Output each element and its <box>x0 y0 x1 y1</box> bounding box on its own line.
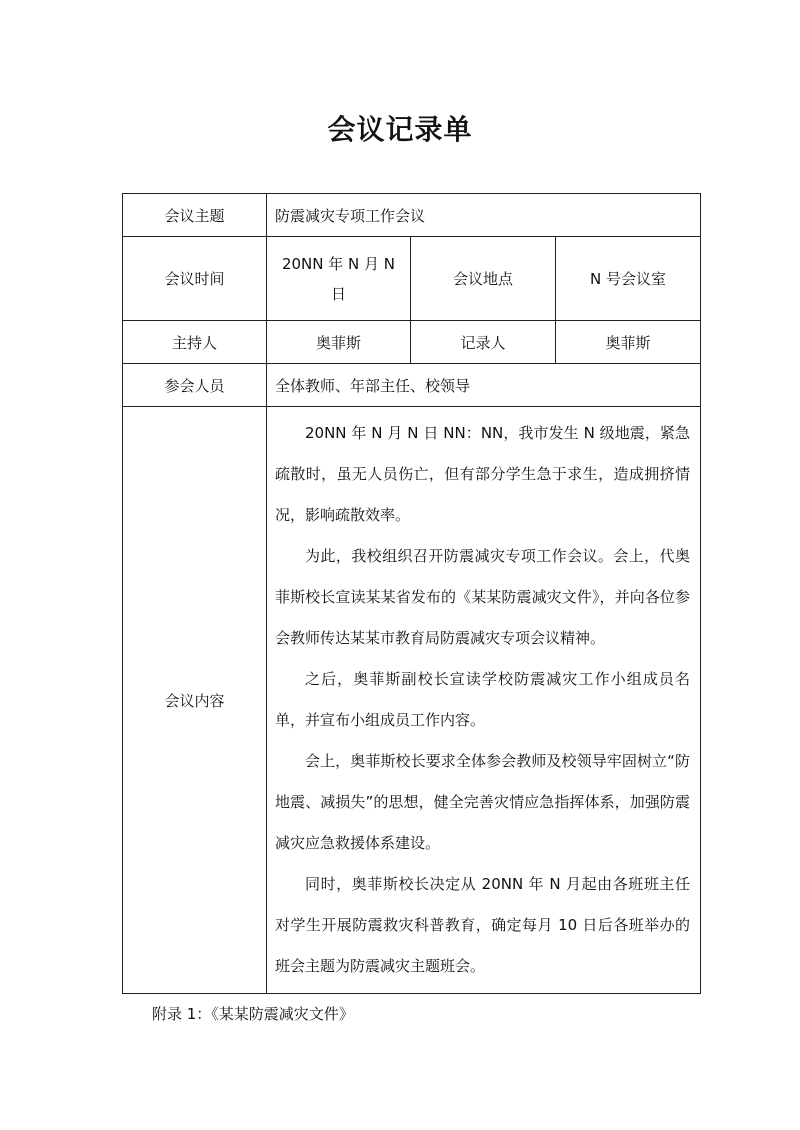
topic-value: 防震减灾专项工作会议 <box>267 194 701 237</box>
attendees-value: 全体教师、年部主任、校领导 <box>267 364 701 407</box>
attendees-label: 参会人员 <box>123 364 267 407</box>
page-title: 会议记录单 <box>327 113 473 146</box>
host-value: 奥菲斯 <box>267 321 411 364</box>
location-value: N 号会议室 <box>556 237 701 321</box>
content-paragraph: 20NN 年 N 月 N 日 NN：NN，我市发生 N 级地震，紧急疏散时，虽无人员伤亡，但有部分学生急于求生，造成拥挤情况，影响疏散效率。 <box>275 424 691 524</box>
topic-row <box>123 194 701 237</box>
time-location-row <box>123 237 701 321</box>
recorder-label: 记录人 <box>411 321 556 364</box>
recorder-value: 奥菲斯 <box>556 321 701 364</box>
time-value <box>267 237 411 321</box>
appendix-note: 附录 1：《某某防震减灾文件》 <box>152 1005 354 1023</box>
host-recorder-row <box>123 321 701 364</box>
topic-label: 会议主题 <box>123 194 267 237</box>
content-label: 会议内容 <box>123 407 267 994</box>
content-paragraph: 会上，奥菲斯校长要求全体参会教师及校领导牢固树立“防地震、减损失”的思想，健全完善灾情应急指挥体系，加强防震减灾应急救援体系建设。 <box>275 752 691 852</box>
time-value-line2: 日 <box>330 284 346 303</box>
content-paragraph: 之后，奥菲斯副校长宣读学校防震减灾工作小组成员名单，并宣布小组成员工作内容。 <box>275 670 691 729</box>
host-label: 主持人 <box>123 321 267 364</box>
content-row <box>123 407 701 994</box>
content-paragraph: 同时，奥菲斯校长决定从 20NN 年 N 月起由各班班主任对学生开展防震救灾科普教育，确定每月 10 日后各班举办的班会主题为防震减灾主题班会。 <box>275 875 691 975</box>
time-label: 会议时间 <box>123 237 267 321</box>
time-value-line1: 20NN 年 N 月 N <box>281 254 396 273</box>
meeting-record-table <box>122 193 701 994</box>
attendees-row <box>123 364 701 407</box>
content-paragraph: 为此，我校组织召开防震减灾专项工作会议。会上，代奥菲斯校长宣读某某省发布的《某某防震减灾文件》，并向各位参会教师传达某某市教育局防震减灾专项会议精神。 <box>275 547 691 647</box>
content-body <box>267 407 701 994</box>
location-label: 会议地点 <box>411 237 556 321</box>
